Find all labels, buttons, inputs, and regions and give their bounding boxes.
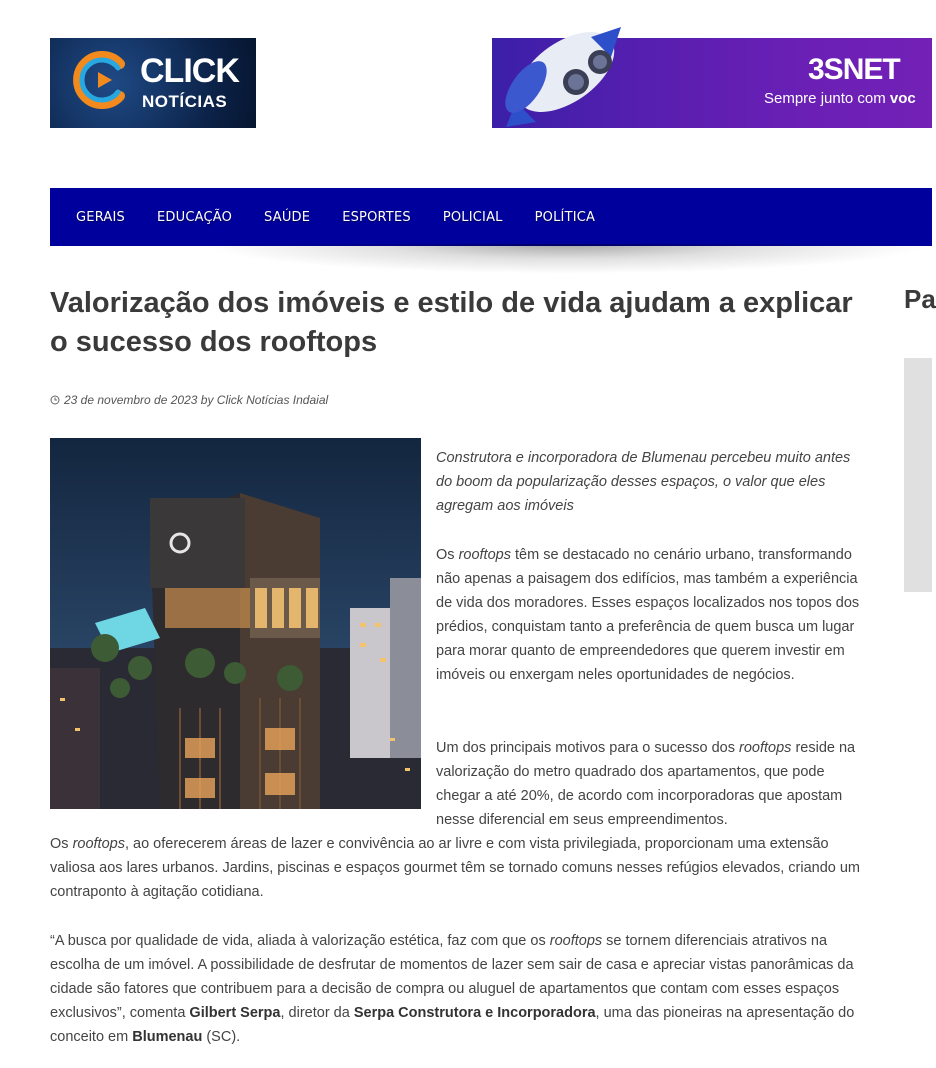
ad-brand: 3SNET [808, 53, 900, 86]
article-image [50, 438, 421, 809]
site-logo[interactable] [50, 38, 256, 128]
main-nav [50, 188, 932, 246]
nav-item-educacao[interactable]: EDUCAÇÃO [156, 209, 233, 225]
nav-item-saude[interactable]: SAÚDE [264, 209, 311, 225]
ad-banner[interactable] [492, 38, 932, 128]
article-paragraph-4: “A busca por qualidade de vida, aliada à valorização estética, faz com que os rooftops se tornem diferenciais atrativos na escolha de um imóvel. A possibilidade de desfrutar de momentos de lazer sem sair de casa e apreciar vistas panorâmicas da cidade são fatores que contribuem para a decisão de compra ou aluguel de apartamentos que contam com esses espaços exclusivos”, comenta Gilbert Serpa, diretor da Serpa Construtora e Incorporadora, uma das pioneiras na apresentação do conceito em Blumenau (SC). [50, 933, 855, 1045]
article-date-author[interactable]: 23 de novembro de 2023 by Click Notícias Indaial [64, 393, 329, 407]
sidebar-ad-placeholder [904, 358, 932, 592]
nav-item-esportes[interactable]: ESPORTES [342, 209, 411, 225]
article-paragraph-1: Os rooftops têm se destacado no cenário urbano, transformando não apenas a paisagem dos edifícios, mas também a experiência de vida dos moradores. Esses espaços localizados nos topos dos prédios, conquistam tanto a preferência de quem busca um lugar para morar quanto de empreendedores que querem investir em imóveis ou enxergam neles oportunidades de negócios. [436, 547, 860, 683]
nav-item-policial[interactable]: POLICIAL [442, 209, 503, 225]
rocket-icon [496, 32, 626, 132]
ad-tagline: Sempre junto com voc [764, 90, 916, 107]
logo-text-noticias: NOTÍCIAS [142, 92, 228, 111]
article-meta [50, 393, 328, 407]
clock-icon [50, 395, 60, 405]
article-paragraph-3: Os rooftops, ao oferecerem áreas de lazer e convivência ao ar livre e com vista privilegiada, proporcionam uma extensão valiosa aos lares urbanos. Jardins, piscinas e espaços gourmet têm se tornado comuns nesses refúgios elevados, criando um contraponto à agitação cotidiana. [50, 836, 861, 900]
article-lead: Construtora e incorporadora de Blumenau percebeu muito antes do boom da popularização desses espaços, o valor que eles agregam aos imóveis [436, 450, 851, 514]
article-title: Valorização dos imóveis e estilo de vida ajudam a explicar o sucesso dos rooftops [50, 287, 853, 358]
nav-item-gerais[interactable]: GERAIS [76, 209, 125, 225]
nav-item-politica[interactable]: POLÍTICA [534, 209, 596, 225]
article-paragraph-2: Um dos principais motivos para o sucesso dos rooftops reside na valorização do metro quadrado dos apartamentos, que pode chegar a até 20%, de acordo com incorporadoras que apostam nesse diferencial em seus empreendimentos. [436, 740, 856, 828]
logo-c-icon [72, 50, 132, 110]
nav-shadow [200, 244, 932, 274]
sidebar-title: Pa [904, 284, 936, 314]
logo-text-click: CLICK [140, 52, 239, 90]
rooftop-building-image [50, 438, 421, 809]
